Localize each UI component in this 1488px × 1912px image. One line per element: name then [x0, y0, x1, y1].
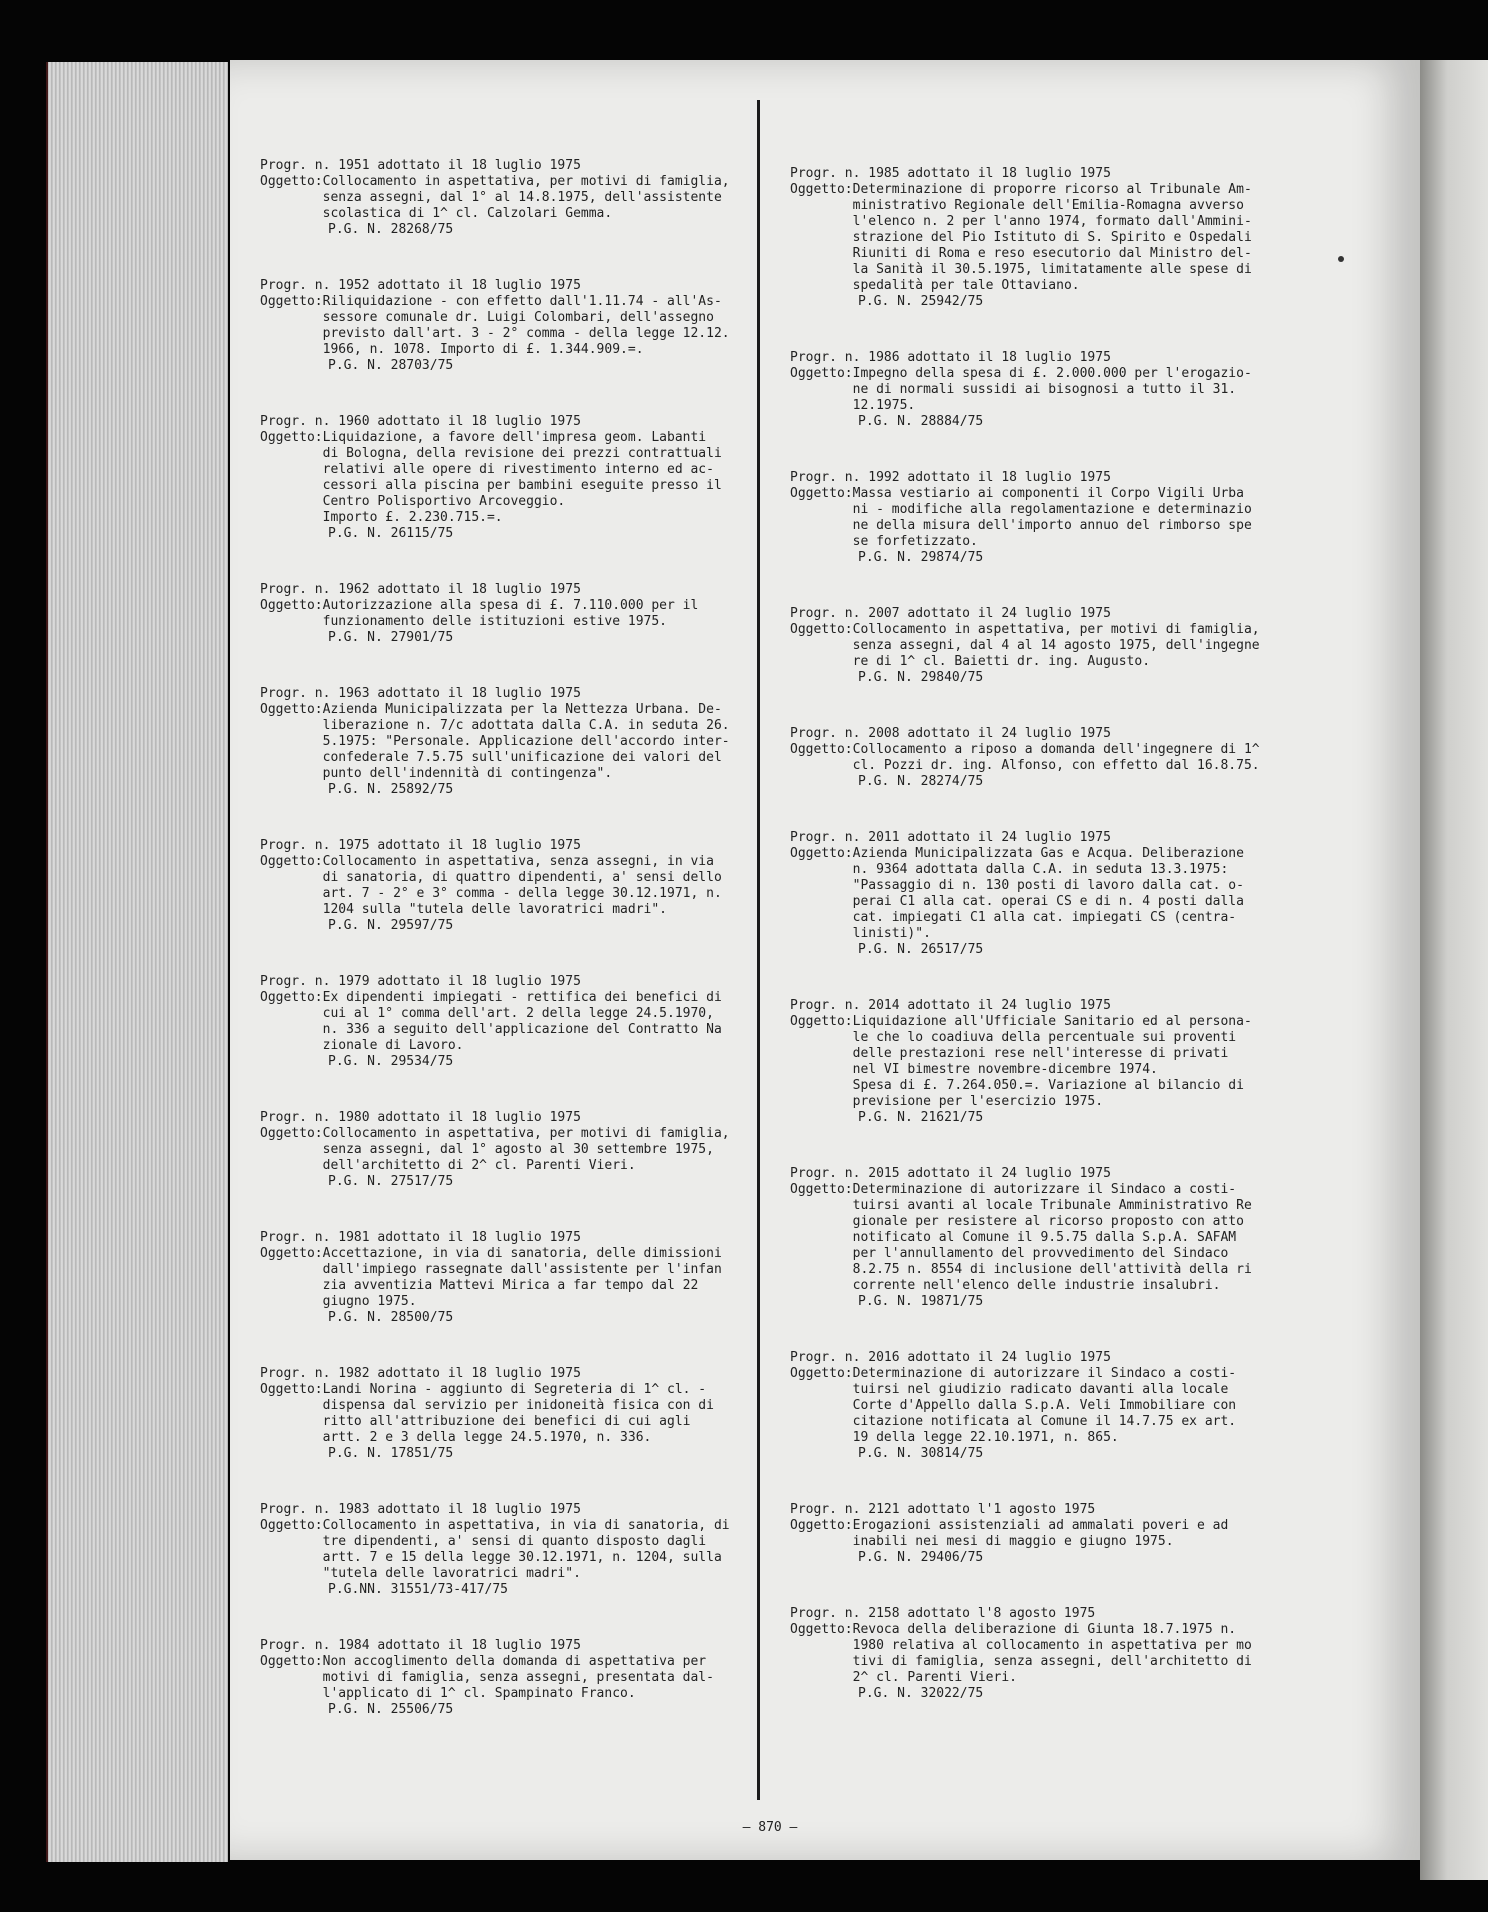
subject-label: Oggetto:: [790, 1622, 853, 1637]
subject-label: Oggetto:: [260, 1126, 323, 1141]
protocol-number: P.G. N. 25892/75: [328, 782, 454, 797]
deliberation-entry: [260, 414, 750, 542]
subject-text: Liquidazione, a favore dell'impresa geom. Labanti di Bologna, della revisione dei prezzi contrattuali relativi alle opere di rivestimento interno ed ac- cessori alla piscina per bambini eseguite presso il Centro Polisportivo Arcoveggio. Importo £. 2.230.715.=.: [322, 430, 722, 525]
subject-text: Non accoglimento della domanda di aspettativa per motivi di famiglia, senza assegni, presentata dal- l'applicato di 1^ cl. Spampinato Franco.: [322, 1654, 714, 1701]
entry-subject: [790, 1014, 1280, 1110]
entry-subject: [260, 430, 750, 526]
subject-label: Oggetto:: [790, 366, 853, 381]
book-page-edges: [48, 62, 228, 1862]
entry-heading: Progr. n. 1983 adottato il 18 luglio 1975: [260, 1502, 581, 1517]
entry-subject: [790, 1366, 1280, 1446]
subject-text: Collocamento in aspettativa, in via di sanatoria, di tre dipendenti, a' sensi di quanto disposto dagli artt. 7 e 15 della legge 30.12.1971, n. 1204, sulla "tutela delle lavoratrici madri".: [322, 1518, 730, 1581]
entry-subject: [260, 702, 750, 782]
subject-text: Azienda Municipalizzata Gas e Acqua. Deliberazione n. 9364 adottata dalla C.A. in seduta 13.3.1975: "Passaggio di n. 130 posti di lavoro dalla cat. o- perai C1 alla cat. operai CS e di n. 4 posti dalla cat. impiegati C1 alla cat. impiegati CS (centra- linisti)".: [852, 846, 1244, 941]
entry-subject: [260, 854, 750, 918]
entry-subject: [790, 622, 1280, 670]
subject-text: Collocamento in aspettativa, senza assegni, in via di sanatoria, di quattro dipendenti, a' sensi dello art. 7 - 2° e 3° comma - della legge 30.12.1971, n. 1204 sulla "tutela delle lavoratrici madri".: [322, 854, 722, 917]
entry-subject: [260, 174, 750, 222]
entry-subject: [790, 1182, 1280, 1294]
deliberation-entry: [790, 1502, 1280, 1566]
subject-label: Oggetto:: [790, 1366, 853, 1381]
protocol-number: P.G. N. 25942/75: [858, 294, 984, 309]
deliberation-entry: [260, 1366, 750, 1462]
entry-heading: Progr. n. 2008 adottato il 24 luglio 1975: [790, 726, 1111, 741]
subject-text: Determinazione di proporre ricorso al Tribunale Am- ministrativo Regionale dell'Emilia-Romagna avverso l'elenco n. 2 per l'anno 1974, formato dall'Ammini- strazione del Pio Istituto di S. Spirito e Ospedali Riuniti di Roma e reso esecutorio dal Ministro del- la Sanità il 30.5.1975, limitatamente alle spese di spedalità per tale Ottaviano.: [852, 182, 1252, 293]
entry-heading: Progr. n. 1962 adottato il 18 luglio 1975: [260, 582, 581, 597]
subject-text: Collocamento a riposo a domanda dell'ingegnere di 1^ cl. Pozzi dr. ing. Alfonso, con effetto dal 16.8.75.: [852, 742, 1260, 773]
entry-heading: Progr. n. 1981 adottato il 18 luglio 1975: [260, 1230, 581, 1245]
subject-label: Oggetto:: [260, 598, 323, 613]
left-column: [260, 158, 750, 1758]
entry-subject: [260, 1654, 750, 1702]
subject-label: Oggetto:: [790, 622, 853, 637]
subject-label: Oggetto:: [790, 182, 853, 197]
subject-label: Oggetto:: [260, 174, 323, 189]
subject-label: Oggetto:: [260, 990, 323, 1005]
subject-label: Oggetto:: [790, 1182, 853, 1197]
protocol-number: P.G. N. 29534/75: [328, 1054, 454, 1069]
entry-heading: Progr. n. 2007 adottato il 24 luglio 1975: [790, 606, 1111, 621]
protocol-number: P.G. N. 19871/75: [858, 1294, 984, 1309]
protocol-number: P.G. N. 29874/75: [858, 550, 984, 565]
deliberation-entry: [790, 1166, 1280, 1310]
subject-label: Oggetto:: [260, 1518, 323, 1533]
entry-subject: [790, 1518, 1280, 1550]
right-column: [790, 166, 1280, 1742]
deliberation-entry: [260, 158, 750, 238]
entry-heading: Progr. n. 1992 adottato il 18 luglio 1975: [790, 470, 1111, 485]
subject-text: Landi Norina - aggiunto di Segreteria di 1^ cl. - dispensa dal servizio per inidoneità fisica con di ritto all'attribuzione dei benefici di cui agli artt. 2 e 3 della legge 24.5.1970, n. 336.: [322, 1382, 714, 1445]
subject-text: Impegno della spesa di £. 2.000.000 per l'erogazio- ne di normali sussidi ai bisognosi a tutto il 31. 12.1975.: [852, 366, 1252, 413]
subject-text: Ex dipendenti impiegati - rettifica dei benefici di cui al 1° comma dell'art. 2 della legge 24.5.1970, n. 336 a seguito dell'applicazione del Contratto Na zionale di Lavoro.: [322, 990, 722, 1053]
subject-text: Determinazione di autorizzare il Sindaco a costi- tuirsi avanti al locale Tribunale Amministrativo Re gionale per resistere al ricorso proposto con atto notificato al Comune il 9.5.75 dalla S.p.A. SAFAM per l'annullamento del provvedimento del Sindaco 8.2.75 n. 8554 di inclusione dell'attività della ri corrente nell'elenco delle industrie insalubri.: [852, 1182, 1252, 1293]
subject-label: Oggetto:: [260, 1246, 323, 1261]
deliberation-entry: [260, 278, 750, 374]
subject-text: Revoca della deliberazione di Giunta 18.7.1975 n. 1980 relativa al collocamento in aspettativa per mo tivi di famiglia, senza assegni, dell'architetto di 2^ cl. Parenti Vieri.: [852, 1622, 1252, 1685]
deliberation-entry: [260, 686, 750, 798]
entry-heading: Progr. n. 1975 adottato il 18 luglio 1975: [260, 838, 581, 853]
subject-text: Azienda Municipalizzata per la Nettezza Urbana. De- liberazione n. 7/c adottata dalla C.A. in seduta 26. 5.1975: "Personale. Applicazione dell'accordo inter- confederale 7.5.75 sull'unificazione dei valori del punto dell'indennità di contingenza".: [322, 702, 730, 781]
protocol-number: P.G. N. 17851/75: [328, 1446, 454, 1461]
deliberation-entry: [790, 1350, 1280, 1462]
subject-label: Oggetto:: [790, 846, 853, 861]
subject-label: Oggetto:: [790, 1014, 853, 1029]
subject-text: Liquidazione all'Ufficiale Sanitario ed al persona- le che lo coadiuva della percentuale sui proventi delle prestazioni rese nell'interesse di privati nel VI bimestre novembre-dicembre 1974. Spesa di £. 7.264.050.=. Variazione al bilancio di previsione per l'esercizio 1975.: [852, 1014, 1252, 1109]
entry-subject: [790, 486, 1280, 550]
entry-subject: [260, 598, 750, 630]
entry-subject: [260, 1382, 750, 1446]
protocol-number: P.G. N. 26115/75: [328, 526, 454, 541]
subject-text: Accettazione, in via di sanatoria, delle dimissioni dall'impiego rassegnate dall'assistente per l'infan zia avventizia Mattevi Mirica a far tempo dal 22 giugno 1975.: [322, 1246, 722, 1309]
protocol-number: P.G. N. 28274/75: [858, 774, 984, 789]
column-divider: [757, 100, 760, 1800]
entry-heading: Progr. n. 2011 adottato il 24 luglio 1975: [790, 830, 1111, 845]
subject-text: Collocamento in aspettativa, per motivi di famiglia, senza assegni, dal 4 al 14 agosto 1975, dell'ingegne re di 1^ cl. Baietti dr. ing. Augusto.: [852, 622, 1260, 669]
deliberation-entry: [790, 350, 1280, 430]
protocol-number: P.G. N. 25506/75: [328, 1702, 454, 1717]
entry-heading: Progr. n. 1985 adottato il 18 luglio 1975: [790, 166, 1111, 181]
protocol-number: P.G. N. 32022/75: [858, 1686, 984, 1701]
entry-heading: Progr. n. 1963 adottato il 18 luglio 1975: [260, 686, 581, 701]
entry-subject: [260, 294, 750, 358]
subject-label: Oggetto:: [260, 1382, 323, 1397]
deliberation-entry: [790, 470, 1280, 566]
subject-label: Oggetto:: [260, 854, 323, 869]
protocol-number: P.G. N. 30814/75: [858, 1446, 984, 1461]
entry-heading: Progr. n. 1986 adottato il 18 luglio 1975: [790, 350, 1111, 365]
subject-label: Oggetto:: [790, 486, 853, 501]
protocol-number: P.G. N. 28500/75: [328, 1310, 454, 1325]
entry-heading: Progr. n. 2158 adottato l'8 agosto 1975: [790, 1606, 1096, 1621]
entry-heading: Progr. n. 2016 adottato il 24 luglio 1975: [790, 1350, 1111, 1365]
protocol-number: P.G. N. 27901/75: [328, 630, 454, 645]
entry-subject: [260, 1126, 750, 1174]
entry-subject: [790, 742, 1280, 774]
entry-heading: Progr. n. 1980 adottato il 18 luglio 1975: [260, 1110, 581, 1125]
entry-subject: [260, 1518, 750, 1582]
entry-subject: [790, 1622, 1280, 1686]
subject-text: Collocamento in aspettativa, per motivi di famiglia, senza assegni, dal 1° al 14.8.1975, dell'assistente scolastica di 1^ cl. Calzolari Gemma.: [322, 174, 730, 221]
entry-heading: Progr. n. 1952 adottato il 18 luglio 1975: [260, 278, 581, 293]
deliberation-entry: [260, 582, 750, 646]
entry-heading: Progr. n. 1960 adottato il 18 luglio 1975: [260, 414, 581, 429]
deliberation-entry: [790, 726, 1280, 790]
deliberation-entry: [260, 1638, 750, 1718]
page-number: – 870 –: [742, 1820, 798, 1835]
page-mark: [1338, 256, 1344, 262]
entry-heading: Progr. n. 2014 adottato il 24 luglio 1975: [790, 998, 1111, 1013]
protocol-number: P.G. N. 21621/75: [858, 1110, 984, 1125]
entry-subject: [790, 846, 1280, 942]
protocol-number: P.G. N. 26517/75: [858, 942, 984, 957]
deliberation-entry: [790, 1606, 1280, 1702]
entry-heading: Progr. n. 2121 adottato l'1 agosto 1975: [790, 1502, 1096, 1517]
protocol-number: P.G. N. 27517/75: [328, 1174, 454, 1189]
subject-text: Autorizzazione alla spesa di £. 7.110.000 per il funzionamento delle istituzioni estive 1975.: [322, 598, 699, 629]
deliberation-entry: [260, 1110, 750, 1190]
protocol-number: P.G. N. 29840/75: [858, 670, 984, 685]
deliberation-entry: [790, 998, 1280, 1126]
facing-page-edge: [1420, 60, 1488, 1880]
subject-label: Oggetto:: [260, 702, 323, 717]
deliberation-entry: [260, 838, 750, 934]
entry-heading: Progr. n. 2015 adottato il 24 luglio 1975: [790, 1166, 1111, 1181]
entry-heading: Progr. n. 1982 adottato il 18 luglio 1975: [260, 1366, 581, 1381]
entry-heading: Progr. n. 1979 adottato il 18 luglio 1975: [260, 974, 581, 989]
entry-subject: [790, 366, 1280, 414]
deliberation-entry: [260, 1230, 750, 1326]
protocol-number: P.G. N. 29597/75: [328, 918, 454, 933]
entry-heading: Progr. n. 1984 adottato il 18 luglio 1975: [260, 1638, 581, 1653]
entry-subject: [260, 1246, 750, 1310]
subject-text: Determinazione di autorizzare il Sindaco a costi- tuirsi nel giudizio radicato davanti alla locale Corte d'Appello dalla S.p.A. Veli Immobiliare con citazione notificata al Comune il 14.7.75 ex art. 19 della legge 22.10.1971, n. 865.: [852, 1366, 1237, 1445]
subject-text: Riliquidazione - con effetto dall'1.11.74 - all'As- sessore comunale dr. Luigi Colombari, dell'assegno previsto dall'art. 3 - 2° comma - della legge 12.12. 1966, n. 1078. Importo di £. 1.344.909.=.: [322, 294, 730, 357]
subject-text: Erogazioni assistenziali ad ammalati poveri e ad inabili nei mesi di maggio e giugno 1975.: [852, 1518, 1229, 1549]
protocol-number: P.G. N. 29406/75: [858, 1550, 984, 1565]
subject-label: Oggetto:: [260, 1654, 323, 1669]
entry-heading: Progr. n. 1951 adottato il 18 luglio 1975: [260, 158, 581, 173]
subject-label: Oggetto:: [790, 1518, 853, 1533]
deliberation-entry: [260, 974, 750, 1070]
subject-label: Oggetto:: [790, 742, 853, 757]
deliberation-entry: [790, 830, 1280, 958]
deliberation-entry: [790, 606, 1280, 686]
subject-label: Oggetto:: [260, 430, 323, 445]
protocol-number: P.G. N. 28703/75: [328, 358, 454, 373]
protocol-number: P.G.NN. 31551/73-417/75: [328, 1582, 509, 1597]
protocol-number: P.G. N. 28268/75: [328, 222, 454, 237]
entry-subject: [790, 182, 1280, 294]
deliberation-entry: [260, 1502, 750, 1598]
subject-label: Oggetto:: [260, 294, 323, 309]
deliberation-entry: [790, 166, 1280, 310]
subject-text: Massa vestiario ai componenti il Corpo Vigili Urba ni - modifiche alla regolamentazione e determinazio ne della misura dell'importo annuo del rimborso spe se forfetizzato.: [852, 486, 1252, 549]
protocol-number: P.G. N. 28884/75: [858, 414, 984, 429]
entry-subject: [260, 990, 750, 1054]
subject-text: Collocamento in aspettativa, per motivi di famiglia, senza assegni, dal 1° agosto al 30 settembre 1975, dell'architetto di 2^ cl. Parenti Vieri.: [322, 1126, 730, 1173]
